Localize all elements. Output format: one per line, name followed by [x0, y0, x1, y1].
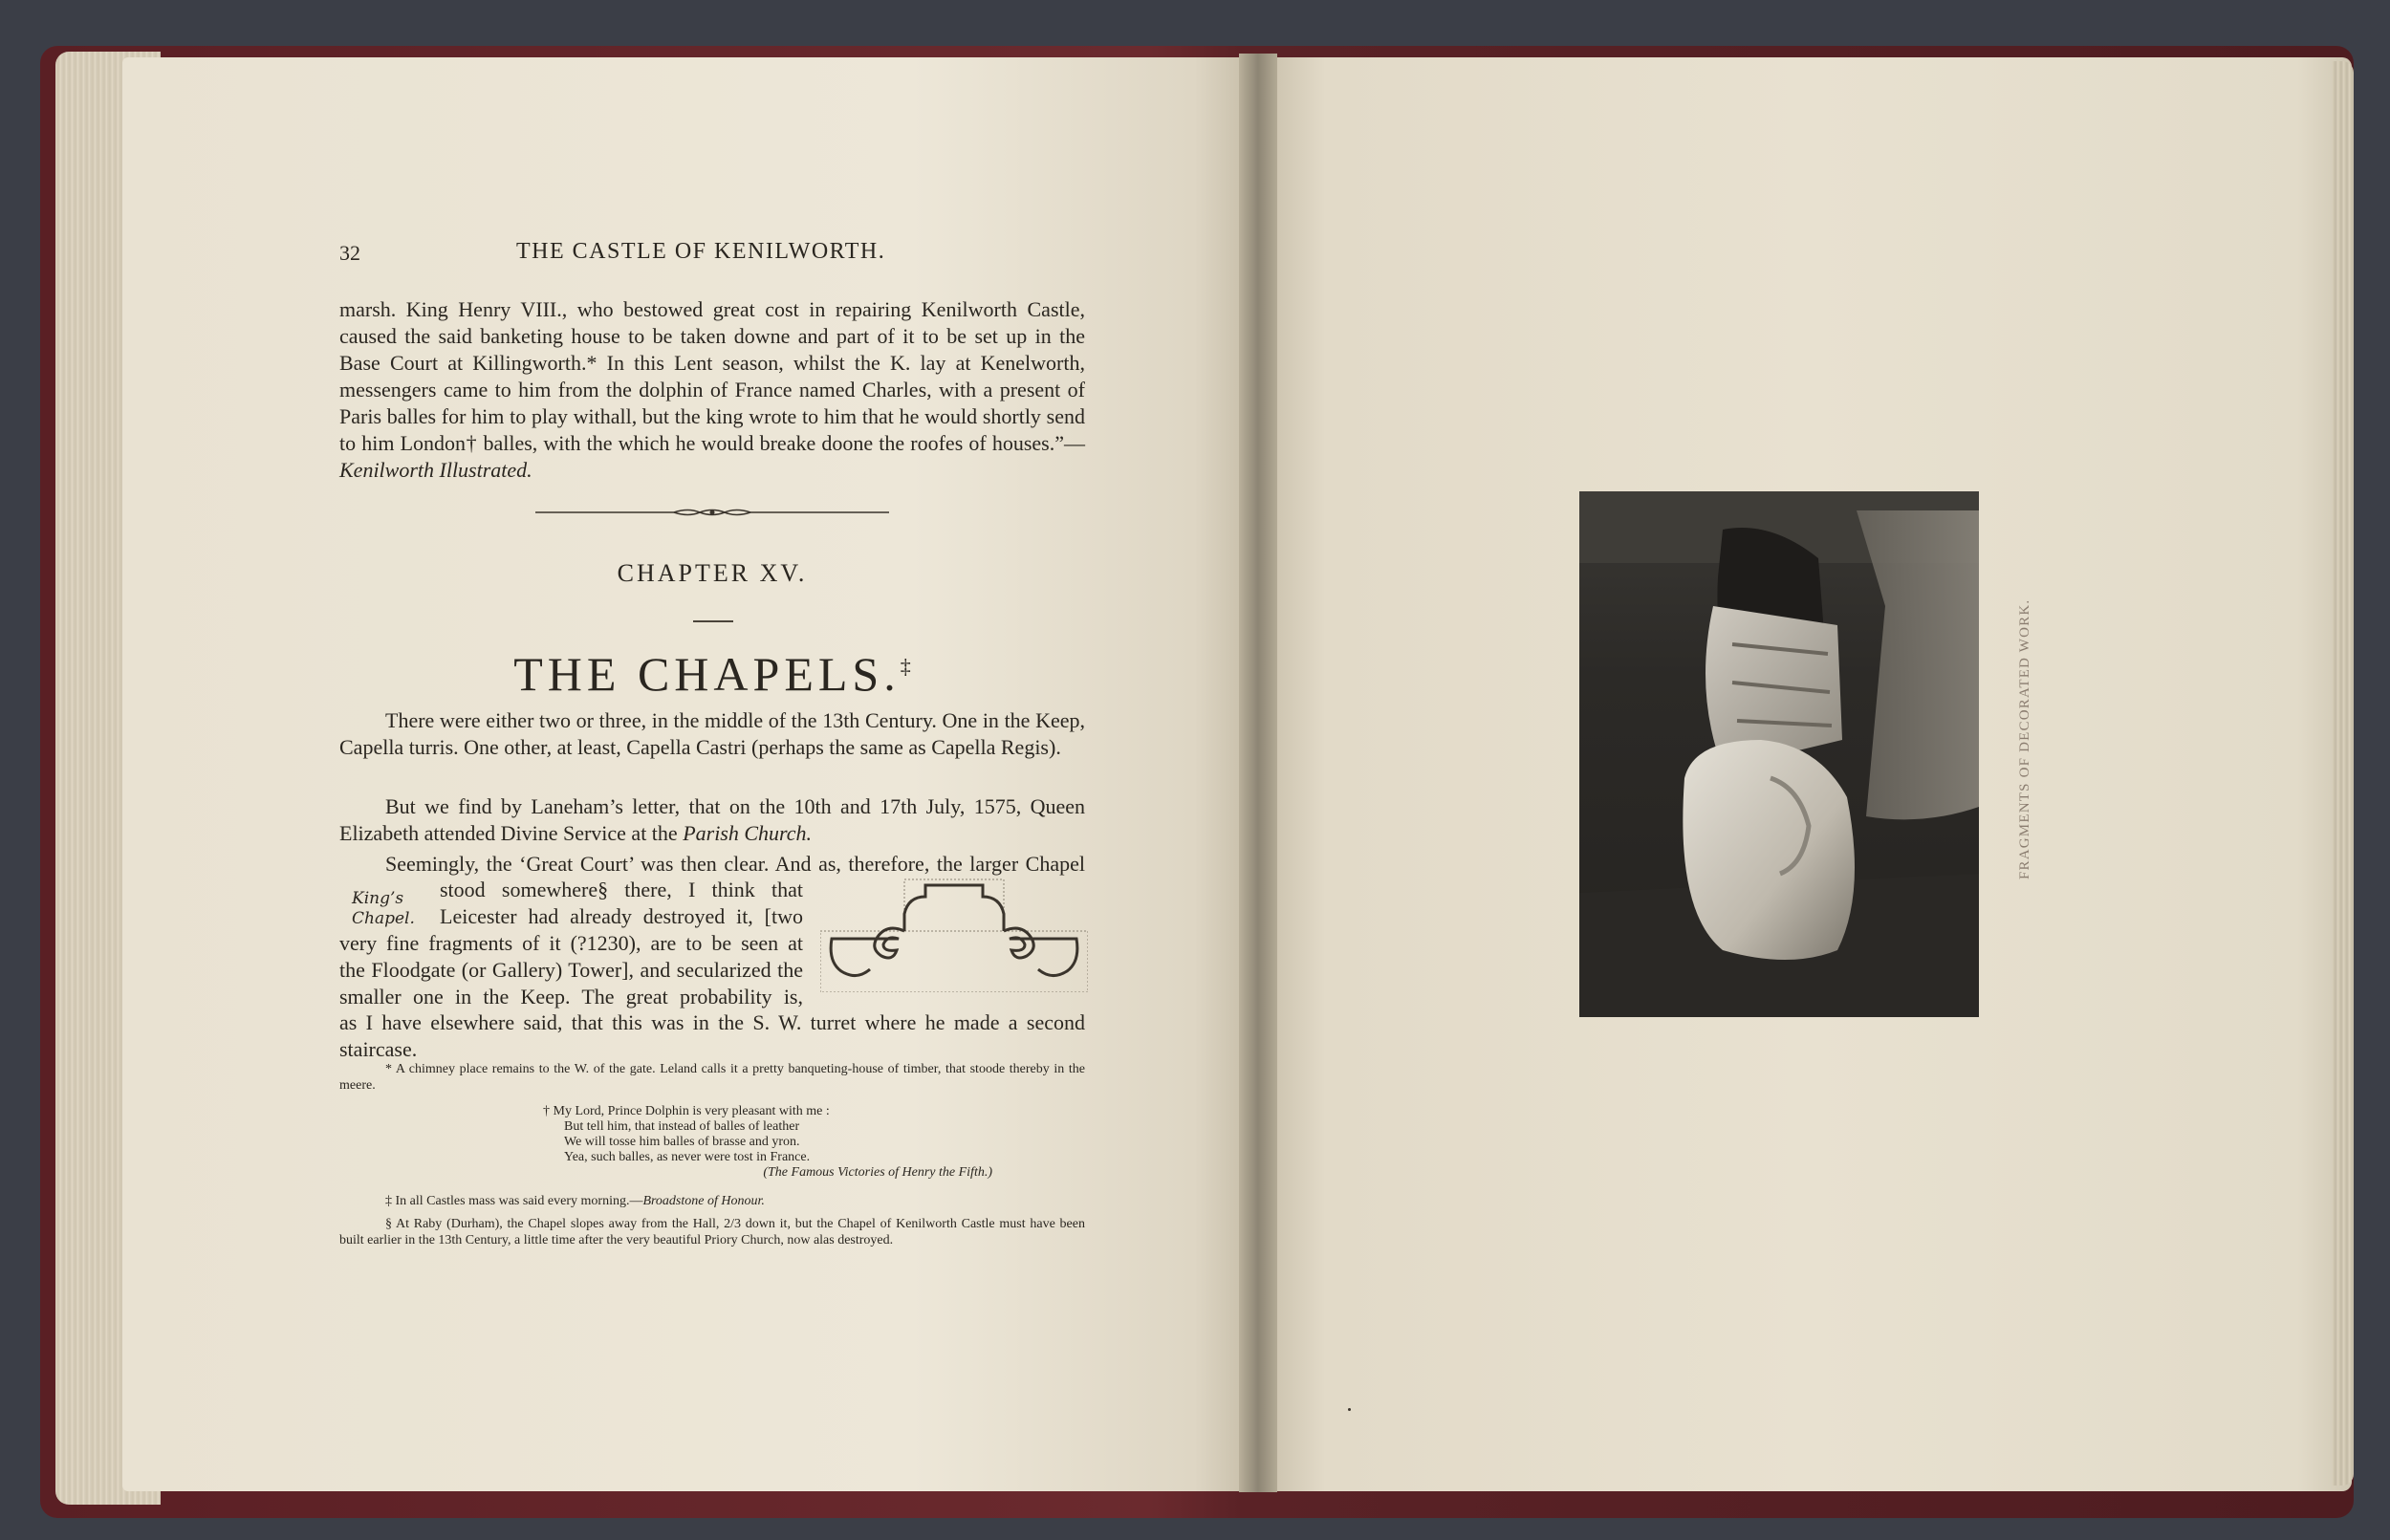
footnote-3-text: [339, 1193, 1085, 1209]
paragraph-3-end: [339, 1009, 1085, 1063]
footnote-4: [339, 1216, 1085, 1248]
intro-source: Kenilworth Illustrated.: [339, 458, 532, 482]
photo-caption: FRAGMENTS OF DECORATED WORK.: [2017, 598, 2032, 879]
chapter-rule: [693, 620, 733, 622]
book-gutter: [1239, 54, 1277, 1492]
verse-line: But tell him, that instead of balles of leather: [564, 1119, 800, 1134]
chapter-title-text: THE CHAPELS.: [513, 647, 901, 701]
footnote-1-text: * A chimney place remains to the W. of the gate. Leland calls it a pretty banqueting-house of timber, that stoode thereby in the meere.: [339, 1062, 1085, 1093]
paragraph-3-line: Leicester had already destroyed it, [two: [440, 904, 803, 928]
paragraph-3-line: very fine fragments of it (?1230), are to be seen at: [339, 931, 803, 955]
paper-speck: [1348, 1408, 1351, 1411]
verse-line: We will tosse him balles of brasse and yron.: [564, 1135, 800, 1149]
margin-note: [352, 889, 428, 929]
ornament-rule: [535, 508, 889, 517]
intro-line: to him London† balles, with the which he would breake doone the roofes of houses.”—: [339, 431, 1085, 455]
paragraph-2: [339, 793, 1085, 847]
chapter-title-footnote-mark: ‡: [900, 654, 911, 679]
paragraph-3-indented-a: [440, 877, 803, 930]
margin-note-line: Chapel.: [352, 909, 415, 928]
verse-line: † My Lord, Prince Dolphin is very pleasant with me :: [543, 1104, 830, 1118]
footnote-4-text: § At Raby (Durham), the Chapel slopes away from the Hall, 2/3 down it, but the Chapel of Kenilworth Castle must have been built earlier in the 13th Century, a little time after the very beautiful Priory Church, now alas destroyed.: [339, 1217, 1085, 1247]
paragraph-3-line: the Floodgate (or Gallery) Tower], and secularized the: [339, 958, 803, 982]
page-number: 32: [339, 241, 360, 265]
running-head: THE CASTLE OF KENILWORTH.: [516, 239, 886, 264]
paragraph-3-indented-b: [339, 930, 803, 1010]
footnote-verse: [543, 1104, 1021, 1181]
footnote-3: [339, 1193, 1085, 1209]
intro-line: Paris balles for him to play withall, but the king wrote to him that he would shortly send: [339, 404, 1085, 428]
moulding-profile-figure: [820, 876, 1088, 992]
paragraph-2-italic: Parish Church.: [683, 821, 813, 845]
page-edges-right: [2333, 61, 2354, 1486]
intro-line: marsh. King Henry VIII., who bestowed great cost in repairing Kenilworth Castle,: [339, 297, 1085, 321]
intro-line: caused the said banketing house to be taken downe and part of it to be set up in the: [339, 324, 1085, 348]
margin-note-line: King’s: [352, 889, 404, 908]
paragraph-2-text: [339, 793, 1085, 847]
intro-line: messengers came to him from the dolphin of France named Charles, with a present of: [339, 378, 1085, 401]
verse-line: Yea, such balles, as never were tost in France.: [564, 1150, 811, 1164]
paragraph-3-first-line: [339, 851, 1085, 878]
paragraph-2-start: But we find by Laneham’s letter, that on the 10th and 17th July, 1575, Queen Elizabeth attended Divine Service at the: [339, 794, 1085, 845]
paragraph-1: [339, 707, 1085, 761]
paragraph-3-line: smaller one in the Keep. The great probability is,: [339, 985, 803, 1009]
paragraph-1-text: There were either two or three, in the middle of the 13th Century. One in the Keep, Capella turris. One other, at least, Capella Castri (perhaps the same as Capella Regis).: [339, 708, 1085, 759]
photograph-decorated-fragments: [1579, 491, 1979, 1017]
chapter-label: CHAPTER XV.: [617, 559, 808, 587]
footnote-3-start: ‡ In all Castles mass was said every morning.—: [385, 1194, 643, 1208]
footnote-1: [339, 1061, 1085, 1094]
verse-source: (The Famous Victories of Henry the Fifth.): [763, 1165, 992, 1180]
left-page: [122, 57, 1250, 1491]
footnote-3-source: Broadstone of Honour.: [642, 1194, 765, 1208]
intro-line: Base Court at Killingworth.* In this Lent season, whilst the K. lay at Kenelworth,: [339, 351, 1085, 375]
paragraph-3-first-text: Seemingly, the ‘Great Court’ was then clear. And as, therefore, the larger Chapel: [385, 852, 1085, 876]
paragraph-3-line: stood somewhere§ there, I think that: [440, 878, 803, 901]
paragraph-3-last-text: as I have elsewhere said, that this was in the S. W. turret where he made a second staircase.: [339, 1010, 1085, 1061]
chapter-title: [339, 646, 1085, 702]
intro-paragraph: [339, 296, 1085, 484]
